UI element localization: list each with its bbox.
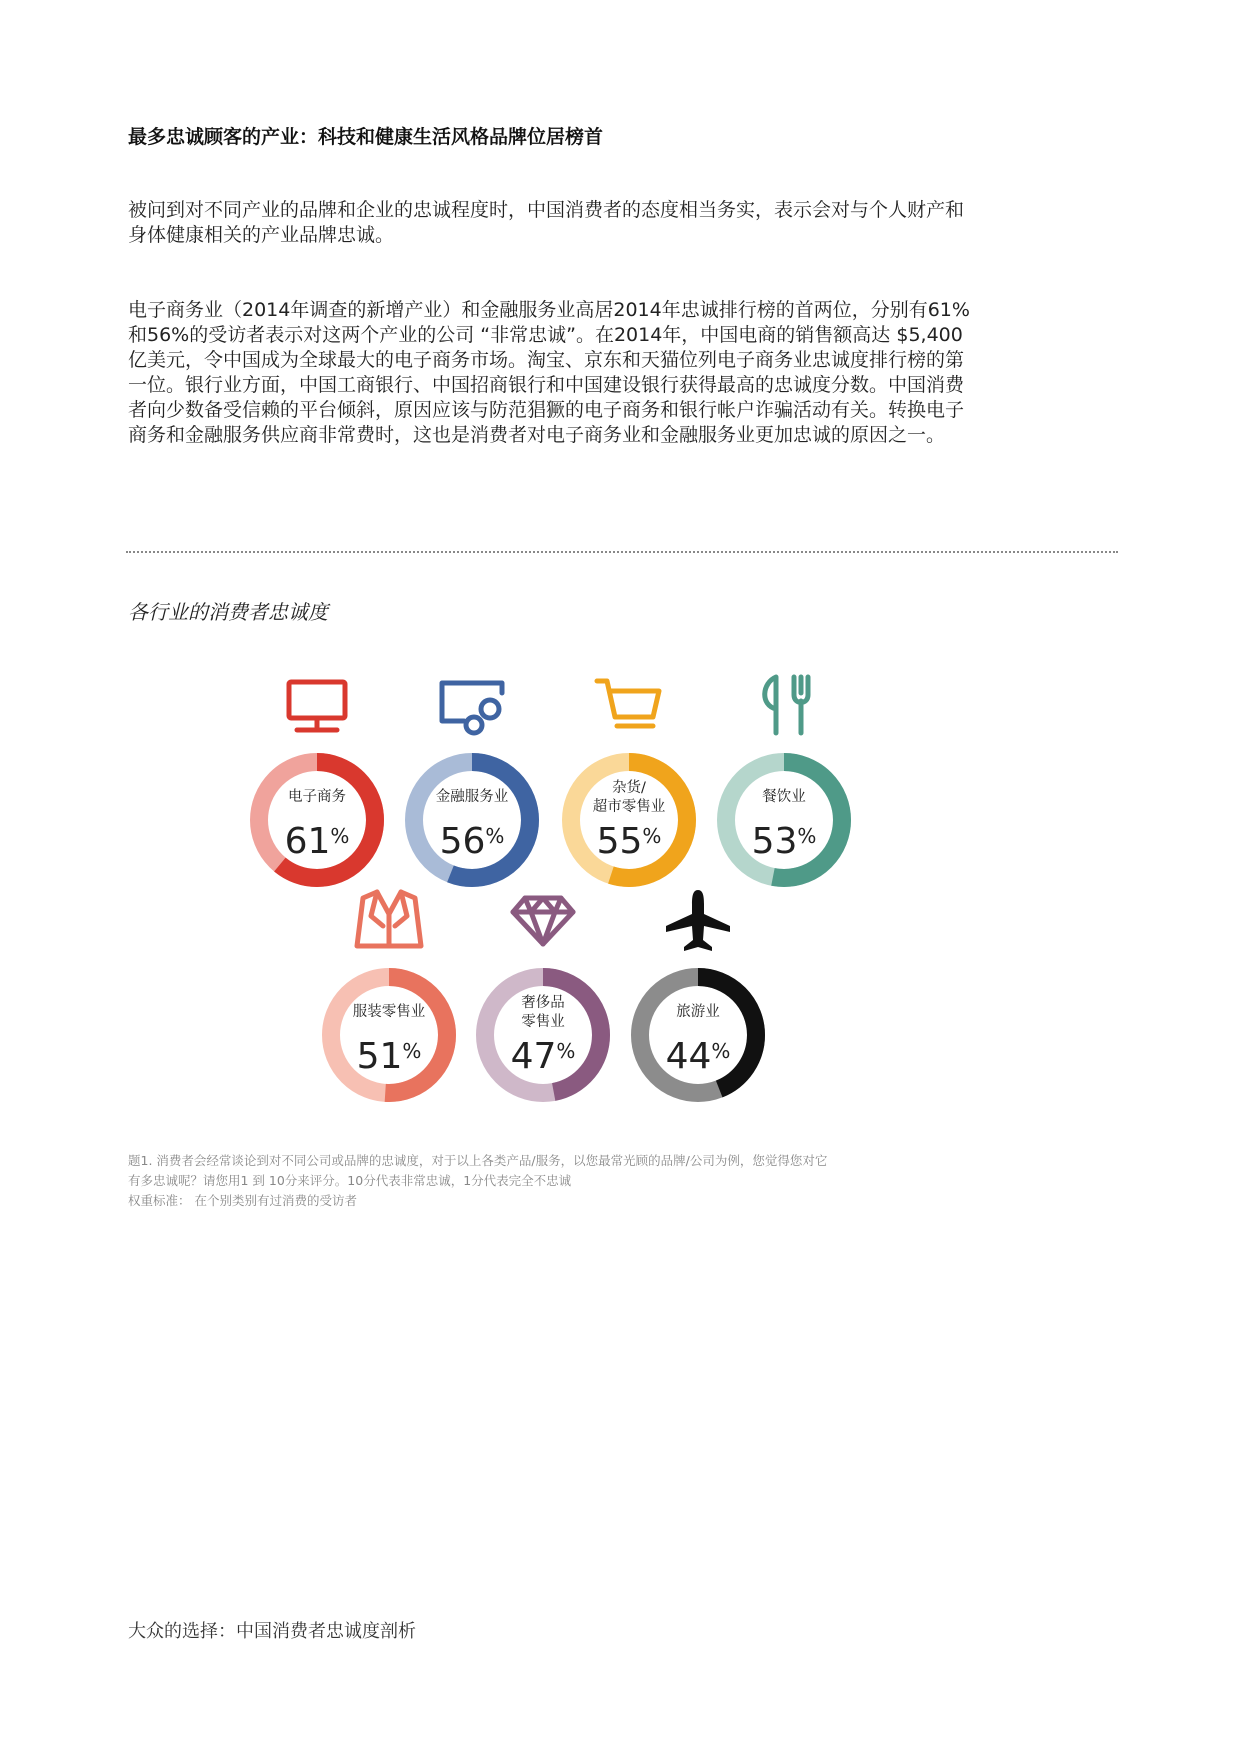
jacket-icon bbox=[357, 892, 421, 946]
donut-category-label: 金融服务业 bbox=[435, 789, 509, 805]
donut-category-label: 杂货/ bbox=[612, 780, 646, 796]
donut-value-label: 53% bbox=[751, 821, 817, 862]
survey-footnote bbox=[128, 1151, 958, 1211]
donut-category-label: 电子商务 bbox=[288, 789, 346, 805]
airplane-icon bbox=[666, 890, 730, 951]
donut-category-label: 旅游业 bbox=[676, 1004, 720, 1020]
donut-category-label: 服装零售业 bbox=[352, 1004, 426, 1020]
footnote-weighting: 权重标准： 在个别类别有过消费的受访者 bbox=[128, 1193, 357, 1208]
donut-item bbox=[571, 762, 687, 878]
report-footer-title: 大众的选择：中国消费者忠诚度剖析 bbox=[128, 1621, 416, 1642]
chart-title: 各行业的消费者忠诚度 bbox=[128, 600, 328, 624]
footnote-line: 有多忠诚呢？请您用1 到 10分来评分。10分代表非常忠诚，1分代表完全不忠诚 bbox=[128, 1173, 572, 1188]
donut-value-label: 56% bbox=[439, 821, 505, 862]
donut-item bbox=[640, 977, 756, 1093]
donut-value-label: 47% bbox=[510, 1036, 576, 1077]
donut-value-label: 51% bbox=[356, 1036, 422, 1077]
shopping-cart-icon bbox=[597, 681, 659, 726]
monitor-icon bbox=[289, 682, 345, 730]
donut-item bbox=[485, 977, 601, 1093]
donut-item bbox=[331, 977, 447, 1093]
donut-value-label: 61% bbox=[284, 821, 350, 862]
donut-category-label: 零售业 bbox=[521, 1014, 565, 1030]
donut-item bbox=[414, 762, 530, 878]
donut-item bbox=[259, 762, 375, 878]
donut-category-label: 超市零售业 bbox=[592, 799, 666, 815]
finance-icon bbox=[442, 683, 502, 733]
intro-paragraph: 被问到对不同产业的品牌和企业的忠诚程度时，中国消费者的态度相当务实，表示会对与个人财产和身体健康相关的产业品牌忠诚。 bbox=[128, 199, 965, 246]
donut-value-label: 44% bbox=[665, 1036, 731, 1077]
donut-item bbox=[726, 762, 842, 878]
diamond-icon bbox=[513, 898, 573, 944]
fork-knife-icon bbox=[765, 677, 808, 733]
footnote-line: 题1. 消费者会经常谈论到对不同公司或品牌的忠诚度，对于以上各类产品/服务，以您最常光顾的品牌/公司为例，您觉得您对它 bbox=[128, 1153, 828, 1168]
body-paragraph: 电子商务业（2014年调查的新增产业）和金融服务业高居2014年忠诚排行榜的首两位，分别有61%和56%的受访者表示对这两个产业的公司 “非常忠诚”。在2014年，中国电商的销售额高达 $5,400亿美元，令中国成为全球最大的电子商务市场。淘宝、京东和天猫位列电子商务业忠诚度排行榜的第一位。银行业方面，中国工商银行、中国招商银行和中国建设银行获得最高的忠诚度分数。中国消费者向少数备受信赖的平台倾斜，原因应该与防范猖獗的电子商务和银行帐户诈骗活动有关。转换电子商务和金融服务供应商非常费时，这也是消费者对电子商务业和金融服务业更加忠诚的原因之一。 bbox=[128, 299, 970, 446]
donut-value-label: 55% bbox=[596, 821, 662, 862]
section-heading: 最多忠诚顾客的产业：科技和健康生活风格品牌位居榜首 bbox=[128, 126, 604, 148]
donut-category-label: 餐饮业 bbox=[762, 789, 806, 805]
donut-category-label: 奢侈品 bbox=[521, 995, 565, 1011]
